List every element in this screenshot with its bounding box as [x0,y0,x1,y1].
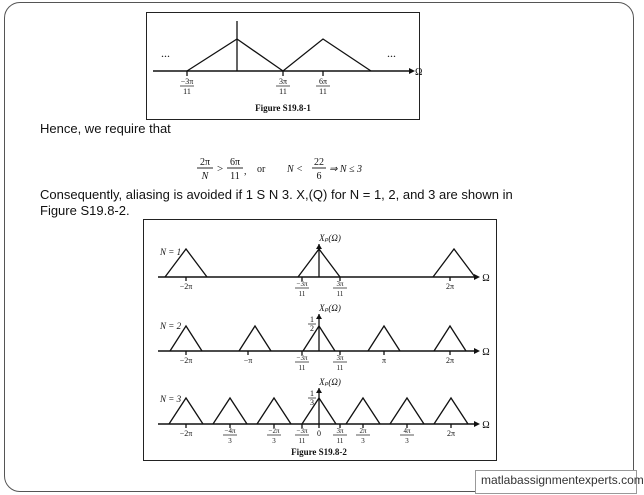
figure2-panel-3 [158,377,490,445]
tick-label-num: 3π [336,354,344,362]
tick-label-num: 3π [278,77,288,86]
panel-height-den: 2 [310,324,314,333]
tick-label-den: 3 [361,437,365,445]
tick-label: 2π [445,282,455,291]
tick-label-den: 3 [405,437,409,445]
eq-frac2-num: 6π [229,157,241,168]
panel-y-label: Xₚ(Ω) [319,233,341,243]
eq-frac2-den: 11 [230,171,240,182]
tick-label-den: 11 [298,437,306,445]
tick-label-den: 11 [319,87,327,96]
panel-axis-label: Ω [482,420,490,431]
tick-label: 2π [446,429,456,438]
spectrum-triangle [213,398,247,424]
tick-label: −2π [179,282,193,291]
tick-label-den: 11 [298,290,306,298]
spectrum-triangle [433,249,475,277]
fig1-caption: Figure S19.8-1 [255,103,311,113]
panel-y-label: Xₚ(Ω) [319,303,341,313]
eq-frac3-num: 22 [314,157,324,168]
equation-condition [195,152,395,189]
tick-label-num: −3π [296,427,308,435]
eq-implies: ⇒ N ≤ 3 [329,164,363,175]
panel-axis-label: Ω [482,273,490,284]
tick-label: −2π [179,356,193,365]
figure-s19-8-1 [146,12,423,120]
fig1-axis-label: Ω [415,67,423,78]
tick-label-den: 11 [298,364,306,372]
fig2-caption: Figure S19.8-2 [291,447,347,457]
figure2-panel-2 [158,303,490,372]
tick-label-num: −3π [180,77,194,86]
eq-frac3-den: 6 [316,171,322,182]
tick-label: 2π [445,356,455,365]
tick-label: −π [243,356,253,365]
eq-frac1-num: 2π [199,157,211,168]
figure-1-plot [147,13,423,119]
equation-svg [195,152,395,186]
panel-height-num: 1 [310,315,314,324]
tick-label-num: −3π [296,280,308,288]
panel-height-den: 3 [310,398,314,407]
panel-n-label: N = 2 [160,321,182,331]
tick-label-den: 11 [336,437,344,445]
spectrum-triangle [257,398,291,424]
figure-2-plot [144,220,496,460]
eq-or: or [257,164,266,175]
tick-label: 0 [317,429,321,438]
eq-frac1-den: N [201,171,209,182]
panel-vertical-arrow [316,314,322,319]
panel-axis-arrow [474,348,480,354]
panel-axis-arrow [474,421,480,427]
panel-n-label: N = 1 [160,247,182,257]
tick-label-den: 3 [228,437,232,445]
spectrum-triangle [346,398,380,424]
tick-label-num: −2π [268,427,280,435]
tick-label: π [381,356,387,365]
eq-n-lt: N < [287,164,303,175]
spectrum-triangle [390,398,424,424]
figure-s19-8-2 [143,219,497,461]
panel-height-num: 1 [310,389,314,398]
eq-comma: , [244,166,247,177]
spectrum-triangle [368,326,400,351]
tick-label-num: 3π [336,427,344,435]
spectrum-triangle [434,326,466,351]
panel-n-label: N = 3 [160,394,182,404]
panel-axis-label: Ω [482,347,490,358]
tick-label-den: 3 [272,437,276,445]
figure2-panel-1 [158,233,490,298]
eq-gt: > [217,163,224,175]
text-consequently: Consequently, aliasing is avoided if 1 S N 3. X,(Q) for N = 1, 2, and 3 are shown in [40,187,513,202]
fig1-ellipsis-left: ... [161,46,170,60]
tick-label-num: 4π [403,427,411,435]
tick-label-den: 11 [279,87,287,96]
tick-label: −2π [179,429,193,438]
tick-label-den: 11 [183,87,191,96]
tick-label-num: −3π [296,354,308,362]
fig1-tick-labels [180,77,330,96]
text-hence: Hence, we require that [40,121,171,136]
tick-label-den: 11 [336,364,344,372]
panel-vertical-arrow [316,388,322,393]
text-figure-ref: Figure S19.8-2. [40,203,130,218]
tick-label-num: 6π [318,77,328,86]
panel-y-label: Xₚ(Ω) [319,377,341,387]
spectrum-triangle [434,398,468,424]
tick-label-num: −4π [224,427,236,435]
footer-site: matlabassignmentexperts.com [481,473,644,487]
spectrum-triangle [239,326,271,351]
fig1-ellipsis-right: ... [387,46,396,60]
fig1-spectrum [187,39,371,71]
tick-label-num: 3π [336,280,344,288]
tick-label-den: 11 [336,290,344,298]
tick-label-num: 2π [359,427,367,435]
